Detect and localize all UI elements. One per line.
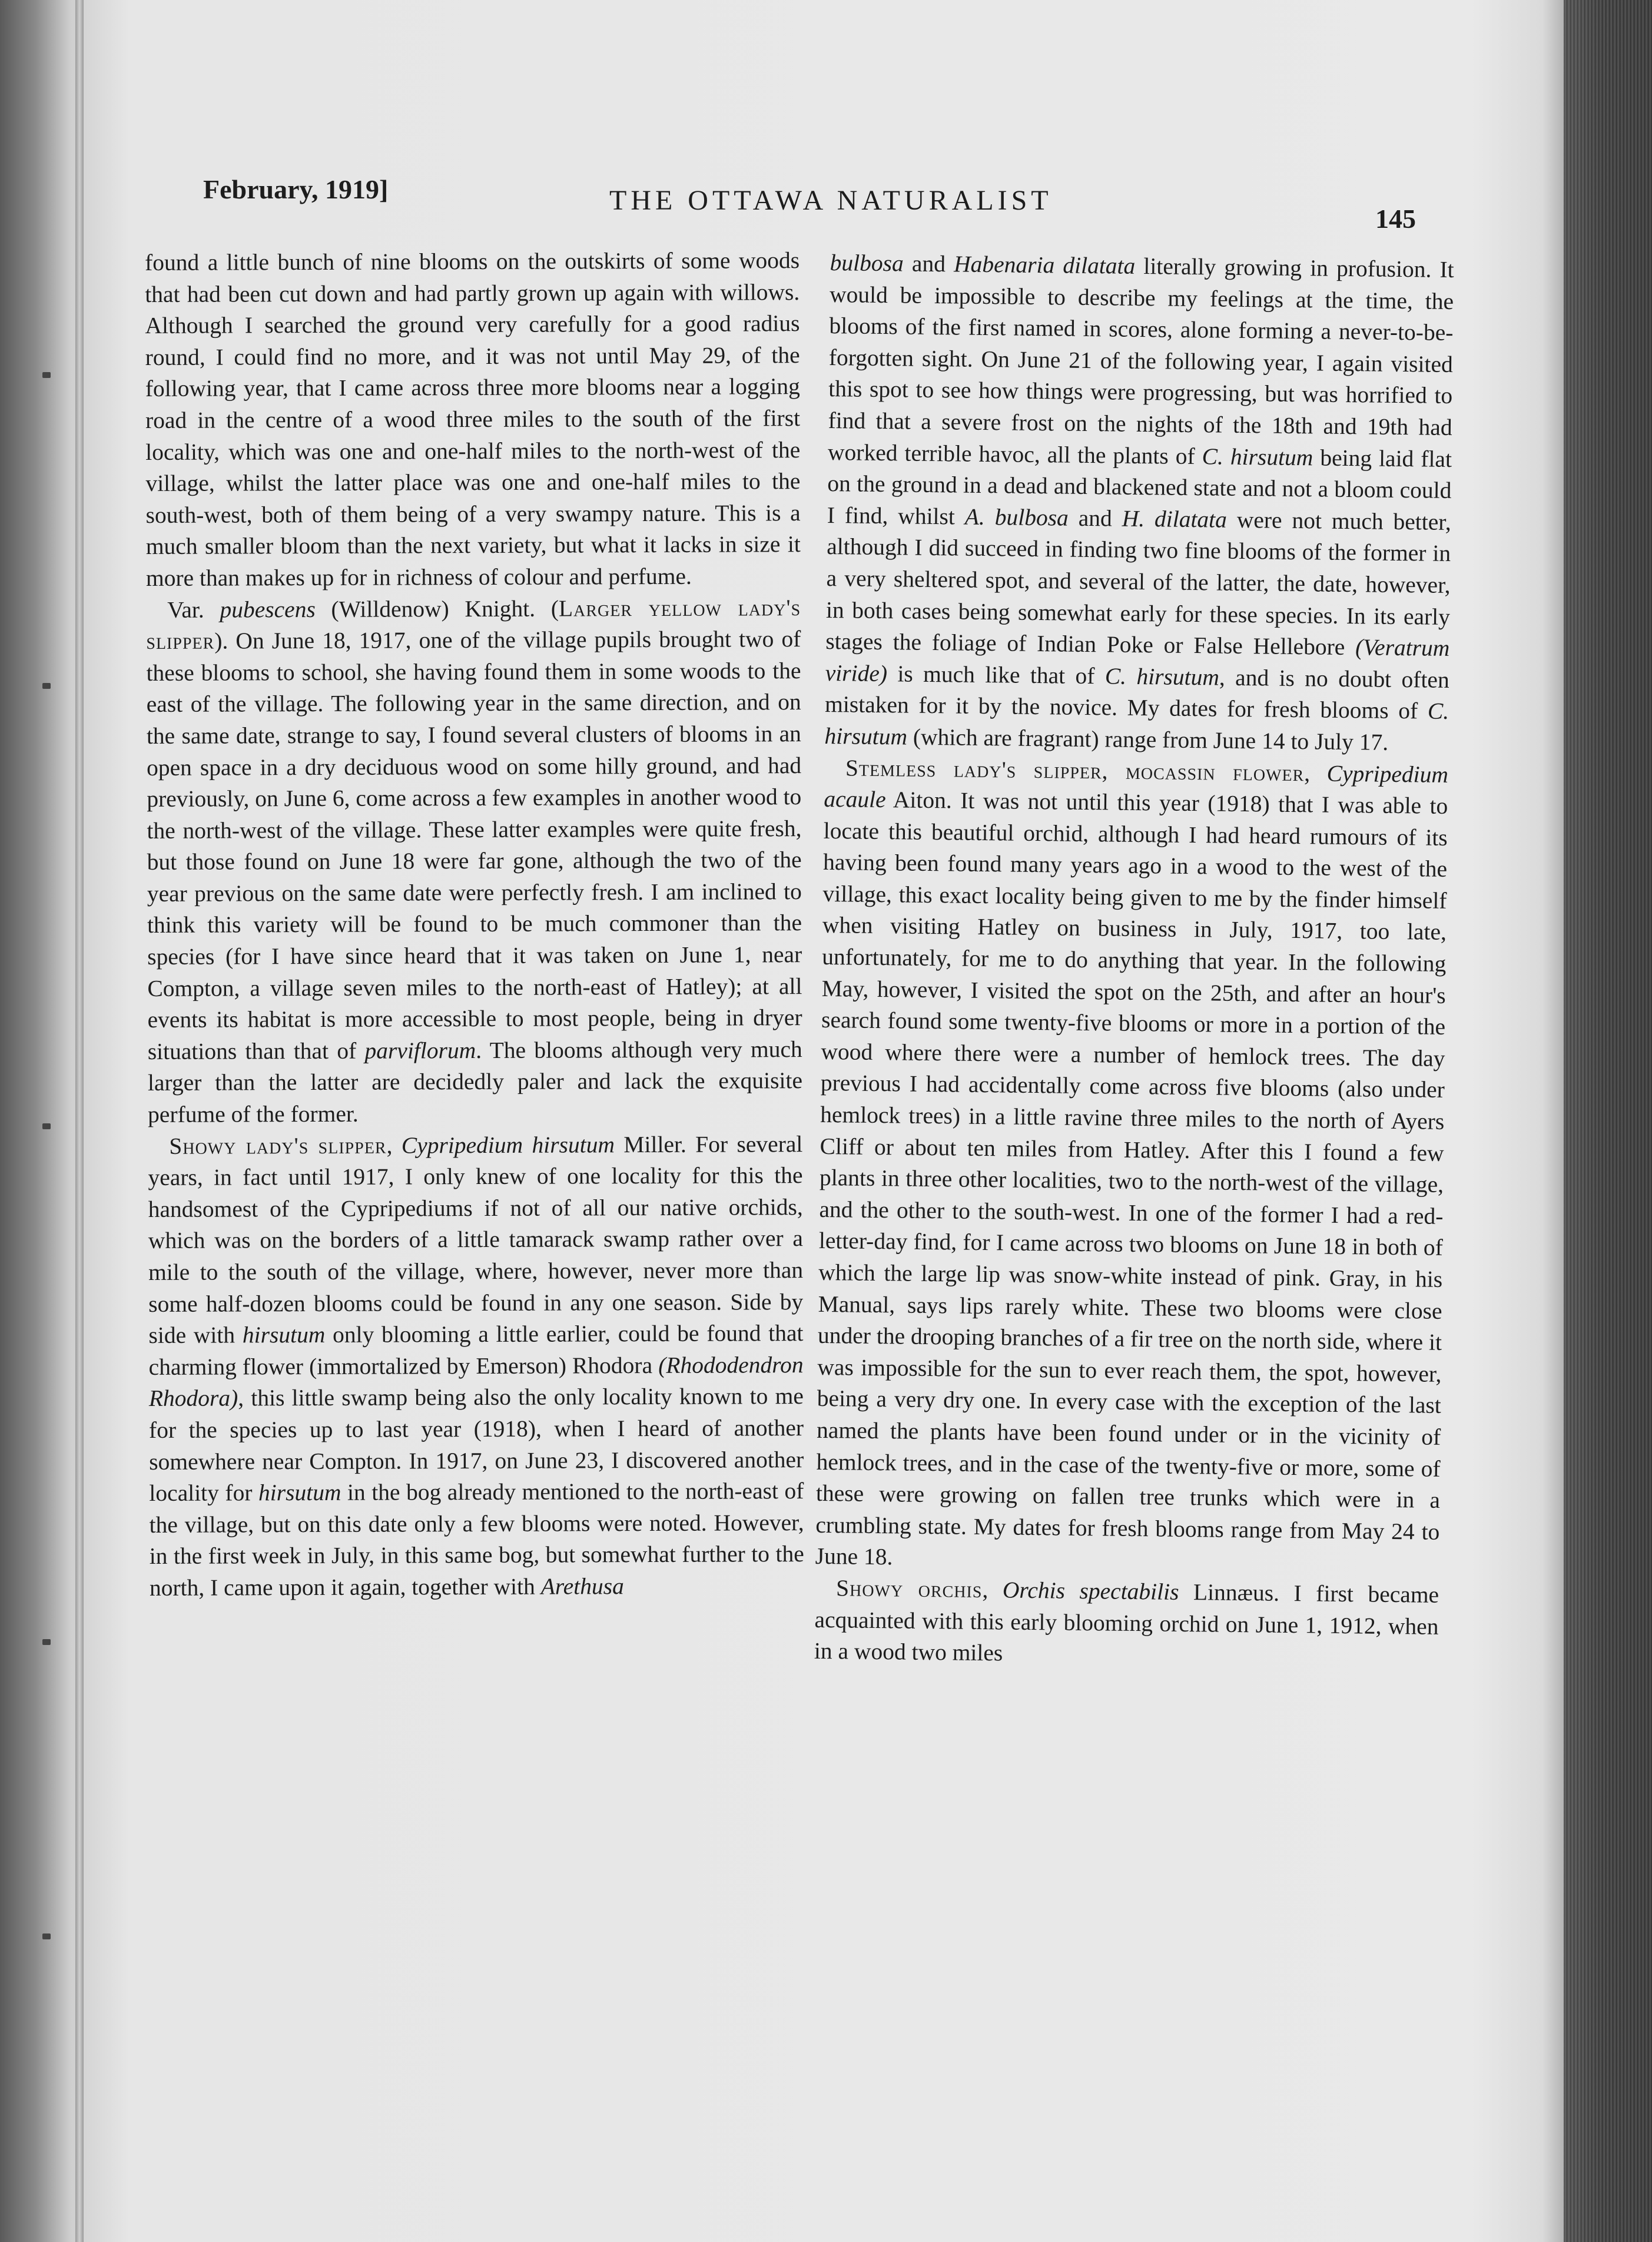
- paragraph: bulbosa and Habenaria dilatata literally growing in profusion. It would be impossible to describe my feelings at the time, the blooms of the first named in scores, alone forming a never-to-be-forgotten sight. On June 21 of the following year, I again visited this spot to see how things were progressing, but was horrified to find that a severe frost on the nights of the 18th and 19th had worked terrible havoc, all the plants of C. hirsutum being laid flat on the ground in a dead and blackened state and not a bloom could I find, whilst A. bulbosa and H. dilatata were not much better, although I did succeed in finding two fine blooms of the former in a very sheltered spot, and several of the latter, the date, however, in both cases being somewhat early for these species. In its early stages the foliage of Indian Poke or False Hellebore (Veratrum viride) is much like that of C. hirsutum, and is no doubt often mistaken for it by the novice. My dates for fresh blooms of C. hirsutum (which are fragrant) range from June 14 to July 17.: [824, 249, 1454, 755]
- species-heading: Stemless lady's slipper, mocassin flower: [845, 754, 1305, 786]
- book-gutter: [75, 0, 84, 2242]
- running-header: [203, 168, 1416, 233]
- species-heading: Showy orchis: [835, 1575, 983, 1603]
- paragraph-showy-ladys-slipper: Showy lady's slipper, Cypripedium hirsutum Miller. For several years, in fact until 1917, I only knew of one locality for this the handsomest of the Cypripediums if not of all our native orchids, which was on the borders of a little tamarack swamp rather over a mile to the south of the village, where, however, never more than some half-dozen blooms could be found in any one season. Side by side with hirsutum only blooming a little earlier, could be found that charming flower (immortalized by Emerson) Rhodora (Rhododendron Rhodora), this little swamp being also the only locality known to me for the species up to last year (1918), when I heard of another somewhere near Compton. In 1917, on June 23, I discovered another locality for hirsutum in the bog already mentioned to the north-east of the village, but on this date only a few blooms were noted. However, in the first week in July, in this same bog, but somewhat further to the north, I came upon it again, together with Arethusa: [148, 1130, 804, 1601]
- paragraph-var-pubescens: Var. pubescens (Willdenow) Knight. (Larger yellow lady's slipper). On June 18, 1917, one of the village pupils brought two of these blooms to school, she having found them in some woods to the east of the village. The following year in the same direction, and on the same date, strange to say, I found several clusters of blooms in an open space in a dry deciduous wood on some hilly ground, and had previously, on June 6, come across a few examples in another wood to the north-west of the village. These latter examples were quite fresh, but those found on June 18 were far gone, although the two of the year previous on the same date were perfectly fresh. I am inclined to think this variety will be found to be much commoner than the species (for I have since heard that it was taken on June 1, near Compton, a village seven miles to the north-east of Hatley); at all events its habitat is more accessible to most people, being in dryer situations than that of parviflorum. The blooms although very much larger than the latter are decidedly paler and lack the exquisite perfume of the former.: [146, 594, 803, 1128]
- header-date: February, 1919]: [203, 174, 389, 204]
- paragraph-stemless-ladys-slipper: Stemless lady's slipper, mocassin flower, Cypripedium acaule Aiton. It was not until this year (1918) that I was able to locate this beautiful orchid, although I had heard rumours of its having been found many years ago in a wood to the west of the village, this exact locality being given to me by the finder himself when visiting Hatley on business in July, 1917, too late, unfortunately, for me to do anything that year. In the following May, however, I visited the spot on the 25th, and after an hour's search found some twenty-five blooms or more in a portion of the wood where there were a number of hemlock trees. The day previous I had accidentally come across five blooms (also under hemlock trees) in a little ravine three miles to the north of Ayers Cliff or about ten miles from Hatley. After this I found a few plants in three other localities, two to the north-west of the village, and the other to the south-west. In one of the former I had a red-letter-day find, for I came across two blooms on June 18 in both of which the large lip was snow-white instead of pink. Gray, in his Manual, says lips rarely white. These two blooms were close under the drooping branches of a fir tree on the north side, where it was impossible for the sun to ever reach them, the spot, however, being a very dry one. In every case with the exception of the last named the plants have been found under or in the vicinity of hemlock trees, and in the case of the twenty-five or more, some of these were growing on fallen tree trunks which were in a crumbling state. My dates for fresh blooms range from May 24 to June 18.: [815, 754, 1449, 1570]
- margin-mark: [42, 1933, 51, 1939]
- paragraph-showy-orchis: Showy orchis, Orchis spectabilis Linnæus. I first became acquainted with this early blooming orchid on June 1, 1912, when in a wood two miles: [814, 1575, 1439, 1666]
- margin-mark: [42, 683, 51, 689]
- paragraph: found a little bunch of nine blooms on the outskirts of some woods that had been cut down and had partly grown up again with willows. Although I searched the ground very carefully for a good radius round, I could find no more, and it was not until May 29, of the following year, that I came across three more blooms near a logging road in the centre of a wood three miles to the south of the first locality, which was one and one-half miles to the north-west of the village, whilst the latter place was one and one-half miles to the south-west, both of them being of a very swampy nature. This is a much smaller bloom than the next variety, but what it lacks in size it more than makes up for in richness of colour and perfume.: [145, 247, 801, 591]
- left-column: [145, 245, 804, 1604]
- page-number: 145: [1375, 204, 1416, 234]
- margin-mark: [42, 1639, 51, 1645]
- right-column: [814, 247, 1454, 1674]
- margin-mark: [42, 1123, 51, 1129]
- journal-title: THE OTTAWA NATURALIST: [609, 185, 1053, 216]
- species-heading: Larger yellow lady's slipper: [146, 594, 801, 655]
- margin-mark: [42, 372, 51, 378]
- species-heading: Showy lady's slipper: [169, 1132, 387, 1159]
- book-page-edges: [1564, 0, 1652, 2242]
